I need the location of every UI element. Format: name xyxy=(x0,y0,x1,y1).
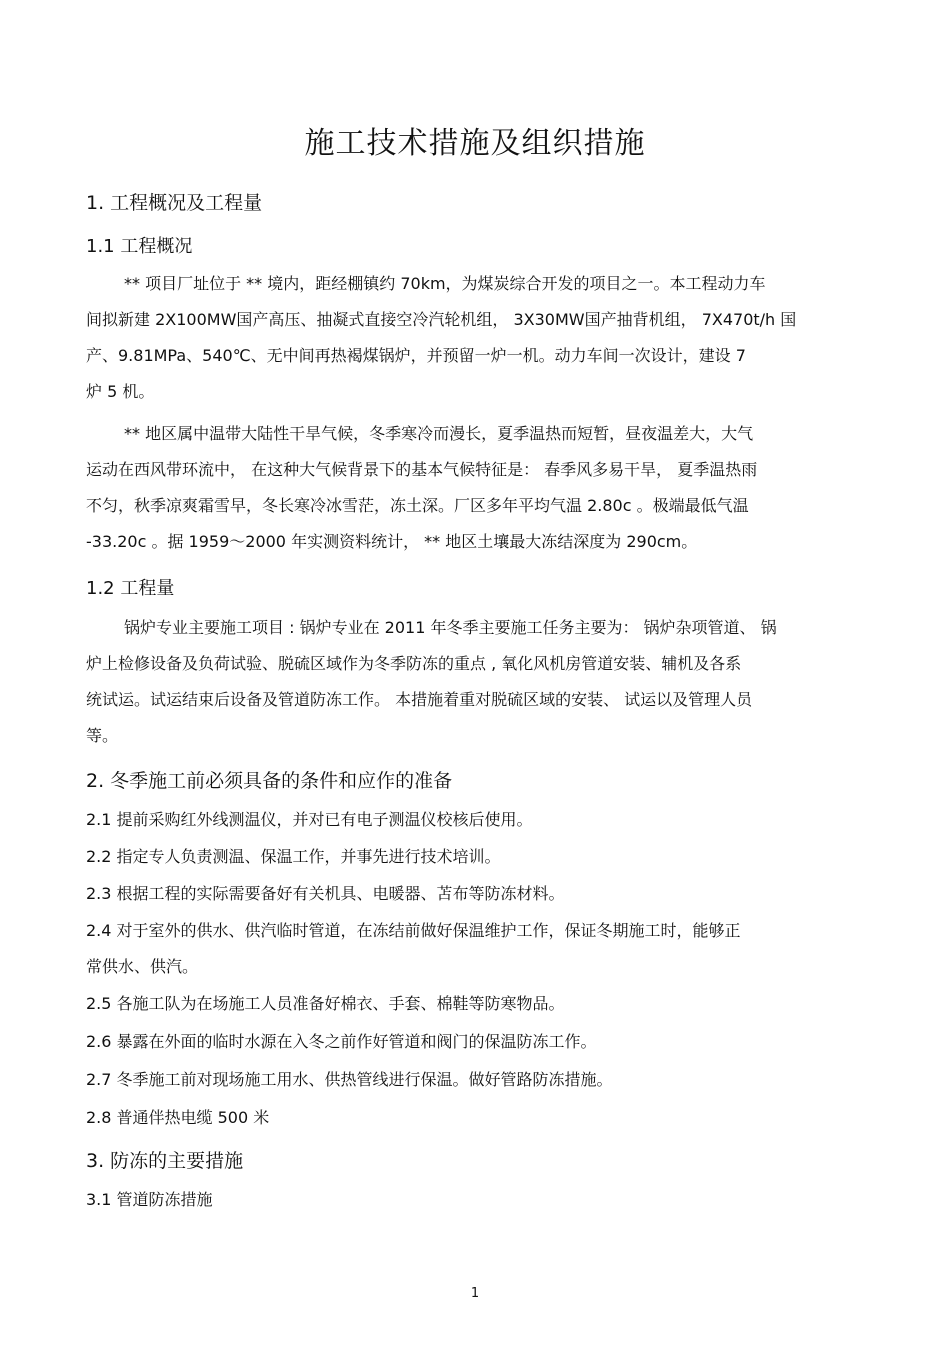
text-line: 2.1 提前采购红外线测温仪，并对已有电子测温仪校核后使用。 xyxy=(86,810,533,829)
text-line: 2.8 普通伴热电缆 500 米 xyxy=(86,1108,270,1127)
text-line: 2.4 对于室外的供水、供汽临时管道，在冻结前做好保温维护工作，保证冬期施工时，能够正 xyxy=(86,921,741,940)
text-line: 2.3 根据工程的实际需要备好有关机具、电暖器、苫布等防冻材料。 xyxy=(86,884,565,903)
text-line: 常供水、供汽。 xyxy=(86,957,199,976)
section-3-1-heading xyxy=(86,1182,866,1218)
list-item xyxy=(86,876,866,912)
text-line: ** 地区属中温带大陆性干旱气候，冬季寒冷而漫长，夏季温热而短暂，昼夜温差大，大气 xyxy=(124,424,754,443)
text-line: 2.7 冬季施工前对现场施工用水、供热管线进行保温。做好管路防冻措施。 xyxy=(86,1070,613,1089)
text-line: 等。 xyxy=(86,726,119,745)
text-line: 炉上检修设备及负荷试验、脱硫区域作为冬季防冻的重点 , 氧化风机房管道安装、辅机及各系 xyxy=(86,654,742,673)
section-1-2-paragraph-1 xyxy=(86,610,866,754)
section-2-heading: 2. 冬季施工前必须具备的条件和应作的准备 xyxy=(86,770,453,792)
text-line: 不匀，秋季凉爽霜雪早，冬长寒冷冰雪茫，冻土深。厂区多年平均气温 2.80c 。极端最低气温 xyxy=(86,496,749,515)
page-title: 施工技术措施及组织措施 xyxy=(304,126,646,161)
text-line: 2.6 暴露在外面的临时水源在入冬之前作好管道和阀门的保温防冻工作。 xyxy=(86,1032,597,1051)
text-line: 产、9.81MPa、540℃、无中间再热褐煤锅炉，并预留一炉一机。动力车间一次设计，建设 7 xyxy=(86,346,746,365)
section-1-1-heading: 1.1 工程概况 xyxy=(86,236,193,257)
text-line: 统试运。试运结束后设备及管道防冻工作。 本措施着重对脱硫区域的安装、 试运以及管理人员 xyxy=(86,690,753,709)
text-line: 3.1 管道防冻措施 xyxy=(86,1190,213,1209)
text-line: 2.5 各施工队为在场施工人员准备好棉衣、手套、棉鞋等防寒物品。 xyxy=(86,994,565,1013)
text-line: ** 项目厂址位于 ** 境内，距经棚镇约 70km，为煤炭综合开发的项目之一。本工程动力车 xyxy=(124,274,766,293)
list-item xyxy=(86,913,866,985)
list-item xyxy=(86,1024,866,1060)
text-line: 间拟新建 2X100MW国产高压、抽凝式直接空冷汽轮机组， 3X30MW国产抽背机组， 7X470t/h 国 xyxy=(86,310,797,329)
section-1-heading: 1. 工程概况及工程量 xyxy=(86,192,263,214)
text-line: 锅炉专业主要施工项目 : 锅炉专业在 2011 年冬季主要施工任务主要为： 锅炉杂项管道、 锅 xyxy=(124,618,777,637)
section-1-2-heading: 1.2 工程量 xyxy=(86,578,175,599)
page-number: 1 xyxy=(470,1286,480,1301)
list-item xyxy=(86,986,866,1022)
section-3-heading: 3. 防冻的主要措施 xyxy=(86,1150,244,1172)
list-item xyxy=(86,802,866,838)
list-item xyxy=(86,1100,866,1136)
list-item xyxy=(86,1062,866,1098)
text-line: 炉 5 机。 xyxy=(86,382,155,401)
text-line: 运动在西风带环流中， 在这种大气候背景下的基本气候特征是： 春季风多易干旱， 夏季温热雨 xyxy=(86,460,758,479)
list-item xyxy=(86,839,866,875)
text-line: 2.2 指定专人负责测温、保温工作，并事先进行技术培训。 xyxy=(86,847,501,866)
text-line: -33.20c 。据 1959～2000 年实测资料统计， ** 地区土壤最大冻结深度为 290cm。 xyxy=(86,532,698,551)
section-1-1-paragraph-2 xyxy=(86,416,866,560)
section-1-1-paragraph-1 xyxy=(86,266,866,410)
